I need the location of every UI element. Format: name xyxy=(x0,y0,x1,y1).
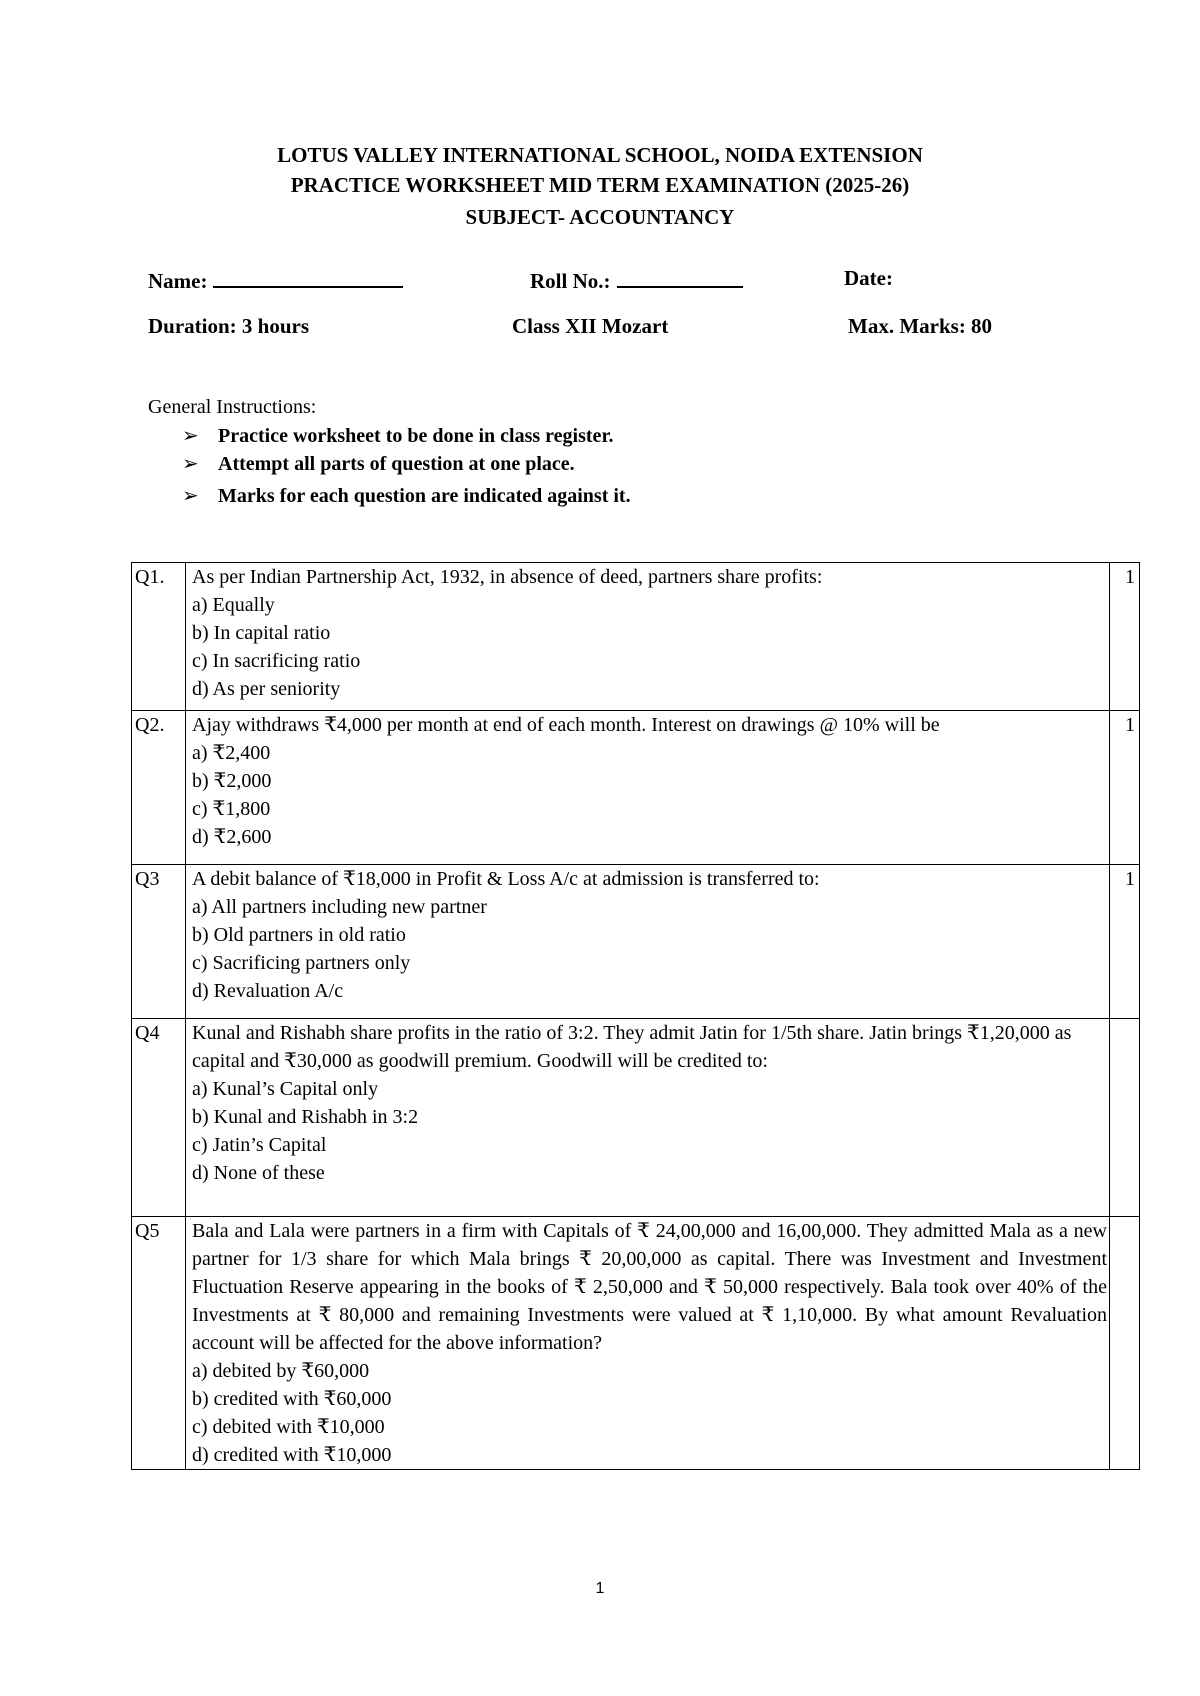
worksheet-title: PRACTICE WORKSHEET MID TERM EXAMINATION (2025-26) xyxy=(290,173,910,197)
instructions-list xyxy=(182,422,631,510)
school-name: LOTUS VALLEY INTERNATIONAL SCHOOL, NOIDA EXTENSION xyxy=(277,143,923,167)
question-text: As per Indian Partnership Act, 1932, in absence of deed, partners share profits: xyxy=(192,566,823,588)
document-header xyxy=(0,140,1200,232)
option-b: b) ₹2,000 xyxy=(192,770,272,792)
question-row xyxy=(132,1019,1140,1217)
option-b: b) In capital ratio xyxy=(192,622,331,644)
option-a: a) debited by ₹60,000 xyxy=(192,1360,370,1382)
questions-table xyxy=(131,562,1140,1470)
question-number: Q2. xyxy=(132,711,186,865)
instruction-item: ➢ Practice worksheet to be done in class register. xyxy=(182,422,631,450)
question-marks: 1 xyxy=(1110,563,1140,711)
instruction-item: ➢ Marks for each question are indicated against it. xyxy=(182,482,631,510)
arrow-bullet-icon: ➢ xyxy=(182,453,199,475)
option-d: d) credited with ₹10,000 xyxy=(192,1444,392,1466)
question-row xyxy=(132,711,1140,865)
option-d: d) None of these xyxy=(192,1162,325,1184)
question-cell xyxy=(186,1019,1110,1217)
question-text: Bala and Lala were partners in a firm with Capitals of ₹ 24,00,000 and 16,00,000. They admitted Mala as a new partner for 1/3 share for which Mala brings ₹ 20,00,000 as capital. There was Investment and Investment Fluctuation Reserve appearing in the books of ₹ 2,50,000 and ₹ 50,000 respectively. Bala took over 40% of the Investments at ₹ 80,000 and remaining Investments were valued at ₹ 1,10,000. By what amount Revaluation account will be affected for the above information? xyxy=(192,1220,1107,1354)
question-text: Ajay withdraws ₹4,000 per month at end of each month. Interest on drawings @ 10% will be xyxy=(192,714,940,736)
question-number: Q1. xyxy=(132,563,186,711)
option-b: b) Kunal and Rishabh in 3:2 xyxy=(192,1106,419,1128)
option-d: d) Revaluation A/c xyxy=(192,980,344,1002)
max-marks-text: Max. Marks: 80 xyxy=(848,314,993,338)
roll-blank xyxy=(617,266,743,288)
option-a: a) All partners including new partner xyxy=(192,896,487,918)
option-c: c) In sacrificing ratio xyxy=(192,650,361,672)
question-marks: 1 xyxy=(1110,865,1140,1019)
name-blank xyxy=(213,266,403,288)
question-text: Kunal and Rishabh share profits in the ratio of 3:2. They admit Jatin for 1/5th share. Jatin brings ₹1,20,000 as capital and ₹30,000 as goodwill premium. Goodwill will be credited to: xyxy=(192,1022,1072,1072)
date-label: Date: xyxy=(844,266,893,290)
question-cell xyxy=(186,865,1110,1019)
option-a: a) ₹2,400 xyxy=(192,742,271,764)
option-b: b) credited with ₹60,000 xyxy=(192,1388,392,1410)
subject-title: SUBJECT- ACCOUNTANCY xyxy=(465,205,735,229)
page-number: 1 xyxy=(595,1580,605,1597)
question-text: A debit balance of ₹18,000 in Profit & Loss A/c at admission is transferred to: xyxy=(192,868,820,890)
option-c: c) ₹1,800 xyxy=(192,798,271,820)
option-d: d) ₹2,600 xyxy=(192,826,272,848)
option-c: c) Sacrificing partners only xyxy=(192,952,411,974)
duration-text: Duration: 3 hours xyxy=(148,314,310,338)
instruction-item: ➢ Attempt all parts of question at one place. xyxy=(182,450,631,478)
arrow-bullet-icon: ➢ xyxy=(182,425,199,447)
question-row xyxy=(132,563,1140,711)
option-c: c) Jatin’s Capital xyxy=(192,1134,327,1156)
question-number: Q5 xyxy=(132,1217,186,1470)
option-c: c) debited with ₹10,000 xyxy=(192,1416,385,1438)
roll-label: Roll No.: xyxy=(530,269,611,293)
name-field xyxy=(148,266,403,294)
question-marks: 1 xyxy=(1110,711,1140,865)
question-cell xyxy=(186,563,1110,711)
question-row xyxy=(132,1217,1140,1470)
instructions-title: General Instructions: xyxy=(148,396,317,418)
question-marks xyxy=(1110,1019,1140,1217)
question-row xyxy=(132,865,1140,1019)
option-b: b) Old partners in old ratio xyxy=(192,924,406,946)
question-marks xyxy=(1110,1217,1140,1470)
option-a: a) Equally xyxy=(192,594,275,616)
option-d: d) As per seniority xyxy=(192,678,341,700)
name-label: Name: xyxy=(148,269,208,293)
option-a: a) Kunal’s Capital only xyxy=(192,1078,379,1100)
question-number: Q4 xyxy=(132,1019,186,1217)
arrow-bullet-icon: ➢ xyxy=(182,485,199,507)
question-cell xyxy=(186,1217,1110,1470)
question-cell xyxy=(186,711,1110,865)
roll-field xyxy=(530,266,743,294)
question-number: Q3 xyxy=(132,865,186,1019)
class-text: Class XII Mozart xyxy=(512,314,669,338)
